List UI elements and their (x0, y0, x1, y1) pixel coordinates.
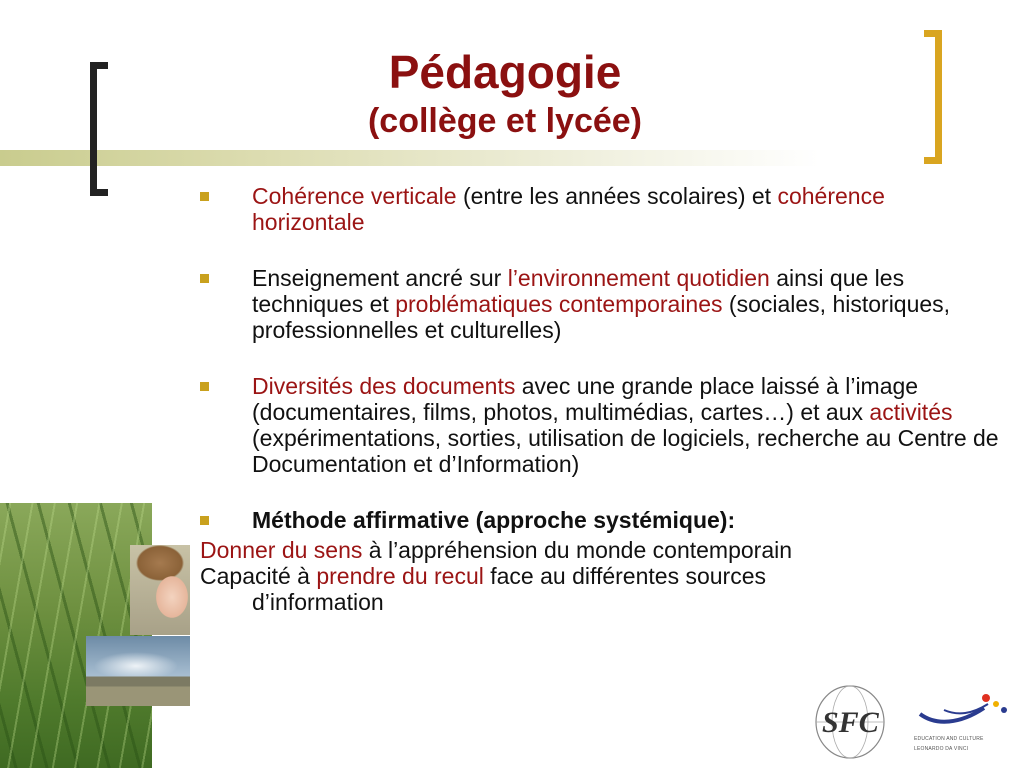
slide-title: Pédagogie (388, 46, 622, 98)
eu-caption-2: LEONARDO DA VINCI (914, 746, 969, 752)
eu-caption-1: EDUCATION AND CULTURE (914, 736, 984, 742)
bullet-text: Méthode affirmative (approche systémique): (252, 507, 736, 533)
text-line: Donner du sens à l’appréhension du monde contemporain (200, 537, 793, 563)
bullet-square-icon (200, 382, 209, 391)
eu-leonardo-logo (914, 690, 1018, 762)
bullet-square-icon (200, 192, 209, 201)
slide-subtitle: (collège et lycée) (367, 102, 642, 140)
sfc-logo-text: SFC (822, 706, 879, 739)
bullet-item (200, 373, 1000, 477)
bullet-text: Cohérence verticale (entre les années scolaires) et cohérence horizontale (252, 183, 885, 235)
bullet-item (200, 265, 1000, 343)
child-portrait-photo (130, 545, 190, 635)
bullet-item (200, 183, 1000, 235)
left-bracket-decoration (90, 62, 108, 196)
text-line: Capacité à prendre du recul face au différentes sources (200, 563, 766, 589)
slide-content (200, 183, 1000, 615)
text-line-continuation: d’information (252, 589, 384, 615)
bullet-item (200, 507, 1000, 533)
bullet-square-icon (200, 516, 209, 525)
sfc-logo (810, 680, 902, 762)
right-bracket-decoration (924, 30, 942, 164)
landscape-photo (86, 636, 190, 706)
bullet-text: Enseignement ancré sur l’environnement quotidien ainsi que les techniques et problématiques contemporaines (sociales, historiques, professionnelles et culturelles) (252, 265, 951, 343)
bullet-square-icon (200, 274, 209, 283)
bullet-text: Diversités des documents avec une grande place laissé à l’image (documentaires, films, photos, multimédias, cartes…) et aux activités (expérimentations, sorties, utilisation de logiciels, recherche au Centre de Documentation et d’Information) (252, 373, 999, 477)
decorative-band (0, 150, 1024, 166)
title-block (200, 44, 810, 142)
